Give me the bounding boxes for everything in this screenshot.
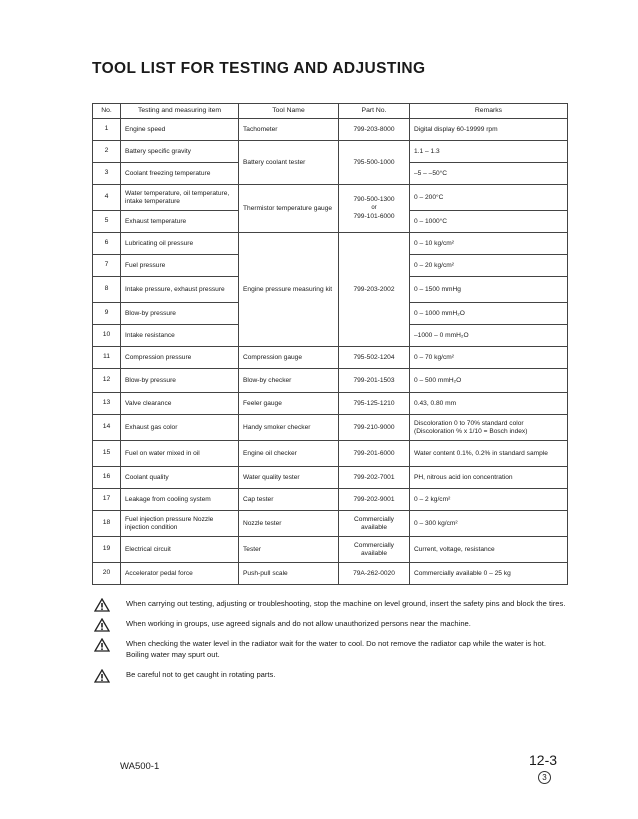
row-part: 795-125-1210	[339, 393, 410, 415]
row-item: Coolant quality	[121, 467, 239, 489]
row-no: 7	[93, 255, 121, 277]
row-part	[339, 185, 410, 233]
row-no: 5	[93, 211, 121, 233]
warning-triangle-icon	[94, 669, 110, 683]
warning-text: Be careful not to get caught in rotating parts.	[126, 670, 276, 679]
row-item: Intake resistance	[121, 325, 239, 347]
row-tool: Tester	[239, 537, 339, 563]
table-row	[93, 369, 568, 393]
row-tool: Tachometer	[239, 119, 339, 141]
row-remarks: 0 – 20 kg/cm²	[410, 255, 568, 277]
row-remarks: 0 – 2 kg/cm²	[410, 489, 568, 511]
row-part: 799-201-6000	[339, 441, 410, 467]
row-item: Engine speed	[121, 119, 239, 141]
warning-item	[92, 598, 568, 609]
row-tool: Engine pressure measuring kit	[239, 233, 339, 347]
tool-list-table	[92, 103, 568, 585]
row-item: Exhaust gas color	[121, 415, 239, 441]
row-no: 15	[93, 441, 121, 467]
row-no: 2	[93, 141, 121, 163]
row-remarks: PH, nitrous acid ion concentration	[410, 467, 568, 489]
row-no: 4	[93, 185, 121, 211]
row-item: Intake pressure, exhaust pressure	[121, 277, 239, 303]
row-item: Fuel pressure	[121, 255, 239, 277]
row-item: Fuel injection pressure Nozzle injection condition	[121, 511, 239, 537]
page-title: TOOL LIST FOR TESTING AND ADJUSTING	[92, 60, 426, 77]
row-tool: Blow-by checker	[239, 369, 339, 393]
row-item: Compression pressure	[121, 347, 239, 369]
row-part: 799-201-1503	[339, 369, 410, 393]
row-no: 16	[93, 467, 121, 489]
part-no-or: or	[371, 204, 377, 211]
row-item: Leakage from cooling system	[121, 489, 239, 511]
row-remarks: 0 – 1000°C	[410, 211, 568, 233]
table-row	[93, 489, 568, 511]
row-remarks: Water content 0.1%, 0.2% in standard sample	[410, 441, 568, 467]
warning-text: When working in groups, use agreed signals and do not allow unauthorized persons near the machine.	[126, 619, 471, 628]
row-no: 11	[93, 347, 121, 369]
table-row	[93, 233, 568, 255]
row-no: 20	[93, 563, 121, 585]
warning-text: When carrying out testing, adjusting or troubleshooting, stop the machine on level ground, insert the safety pins and block the tires.	[126, 599, 566, 608]
header-item: Testing and measuring item	[121, 104, 239, 119]
row-no: 6	[93, 233, 121, 255]
warning-item	[92, 618, 568, 629]
table-row	[93, 511, 568, 537]
table-row	[93, 141, 568, 163]
row-tool: Compression gauge	[239, 347, 339, 369]
row-tool: Battery coolant tester	[239, 141, 339, 185]
row-remarks: 0 – 1500 mmHg	[410, 277, 568, 303]
warning-text: When checking the water level in the radiator wait for the water to cool. Do not remove the radiator cap while the water is hot. Boiling water may spurt out.	[126, 639, 546, 659]
row-tool: Handy smoker checker	[239, 415, 339, 441]
row-no: 8	[93, 277, 121, 303]
row-remarks: –1000 – 0 mmH₂O	[410, 325, 568, 347]
table-row	[93, 467, 568, 489]
row-part: Commercially available	[339, 511, 410, 537]
row-no: 3	[93, 163, 121, 185]
row-remarks: Discoloration 0 to 70% standard color (Discoloration % x 1/10 = Bosch index)	[410, 415, 568, 441]
row-no: 17	[93, 489, 121, 511]
warning-triangle-icon	[94, 618, 110, 632]
header-tool-name: Tool Name	[239, 104, 339, 119]
table-row	[93, 563, 568, 585]
row-part: 799-210-9000	[339, 415, 410, 441]
row-item: Battery specific gravity	[121, 141, 239, 163]
row-remarks: Current, voltage, resistance	[410, 537, 568, 563]
header-no: No.	[93, 104, 121, 119]
table-header-row	[93, 104, 568, 119]
page-number: 12-3	[529, 752, 558, 768]
row-no: 19	[93, 537, 121, 563]
header-part-no: Part No.	[339, 104, 410, 119]
warning-triangle-icon	[94, 598, 110, 612]
row-remarks: 0 – 70 kg/cm²	[410, 347, 568, 369]
row-part: 799-203-2002	[339, 233, 410, 347]
table-row	[93, 415, 568, 441]
table-row	[93, 119, 568, 141]
model-number: WA500-1	[120, 761, 160, 772]
row-tool: Cap tester	[239, 489, 339, 511]
warning-item	[92, 638, 568, 660]
row-item: Exhaust temperature	[121, 211, 239, 233]
header-remarks: Remarks	[410, 104, 568, 119]
row-remarks: Commercially available 0 – 25 kg	[410, 563, 568, 585]
warning-triangle-icon	[94, 638, 110, 652]
row-item: Water temperature, oil temperature, intake temperature	[121, 185, 239, 211]
row-remarks: 0 – 200°C	[410, 185, 568, 211]
row-remarks: 0 – 1000 mmH₂O	[410, 303, 568, 325]
row-no: 14	[93, 415, 121, 441]
table-row	[93, 347, 568, 369]
row-no: 12	[93, 369, 121, 393]
row-tool: Nozzle tester	[239, 511, 339, 537]
row-tool: Push-pull scale	[239, 563, 339, 585]
safety-warnings	[92, 598, 568, 689]
row-part: 79A-262-0020	[339, 563, 410, 585]
row-part: Commercially available	[339, 537, 410, 563]
row-remarks: –5 – –50°C	[410, 163, 568, 185]
row-no: 13	[93, 393, 121, 415]
row-remarks: 1.1 – 1.3	[410, 141, 568, 163]
table-row	[93, 537, 568, 563]
warning-item	[92, 669, 568, 680]
row-part: 799-202-9001	[339, 489, 410, 511]
row-no: 18	[93, 511, 121, 537]
row-item: Accelerator pedal force	[121, 563, 239, 585]
row-item: Valve clearance	[121, 393, 239, 415]
row-item: Coolant freezing temperature	[121, 163, 239, 185]
row-item: Fuel on water mixed in oil	[121, 441, 239, 467]
row-no: 9	[93, 303, 121, 325]
table-row	[93, 393, 568, 415]
row-part: 795-502-1204	[339, 347, 410, 369]
row-part: 799-202-7001	[339, 467, 410, 489]
table-row	[93, 441, 568, 467]
row-remarks: 0 – 300 kg/cm²	[410, 511, 568, 537]
row-item: Blow-by pressure	[121, 369, 239, 393]
part-no-b: 799-101-6000	[353, 213, 395, 221]
row-no: 1	[93, 119, 121, 141]
row-part: 795-500-1000	[339, 141, 410, 185]
row-no: 10	[93, 325, 121, 347]
row-tool: Water quality tester	[239, 467, 339, 489]
part-no-a: 790-500-1300	[353, 196, 395, 203]
row-remarks: 0 – 10 kg/cm²	[410, 233, 568, 255]
row-remarks: 0 – 500 mmH₂O	[410, 369, 568, 393]
row-remarks: 0.43, 0.80 mm	[410, 393, 568, 415]
row-tool: Thermistor temperature gauge	[239, 185, 339, 233]
row-item: Blow-by pressure	[121, 303, 239, 325]
row-item: Lubricating oil pressure	[121, 233, 239, 255]
table-row	[93, 185, 568, 211]
row-item: Electrical circuit	[121, 537, 239, 563]
row-part: 799-203-8000	[339, 119, 410, 141]
row-tool: Feeler gauge	[239, 393, 339, 415]
row-tool: Engine oil checker	[239, 441, 339, 467]
revision-mark: 3	[538, 771, 551, 784]
row-remarks: Digital display 60-19999 rpm	[410, 119, 568, 141]
